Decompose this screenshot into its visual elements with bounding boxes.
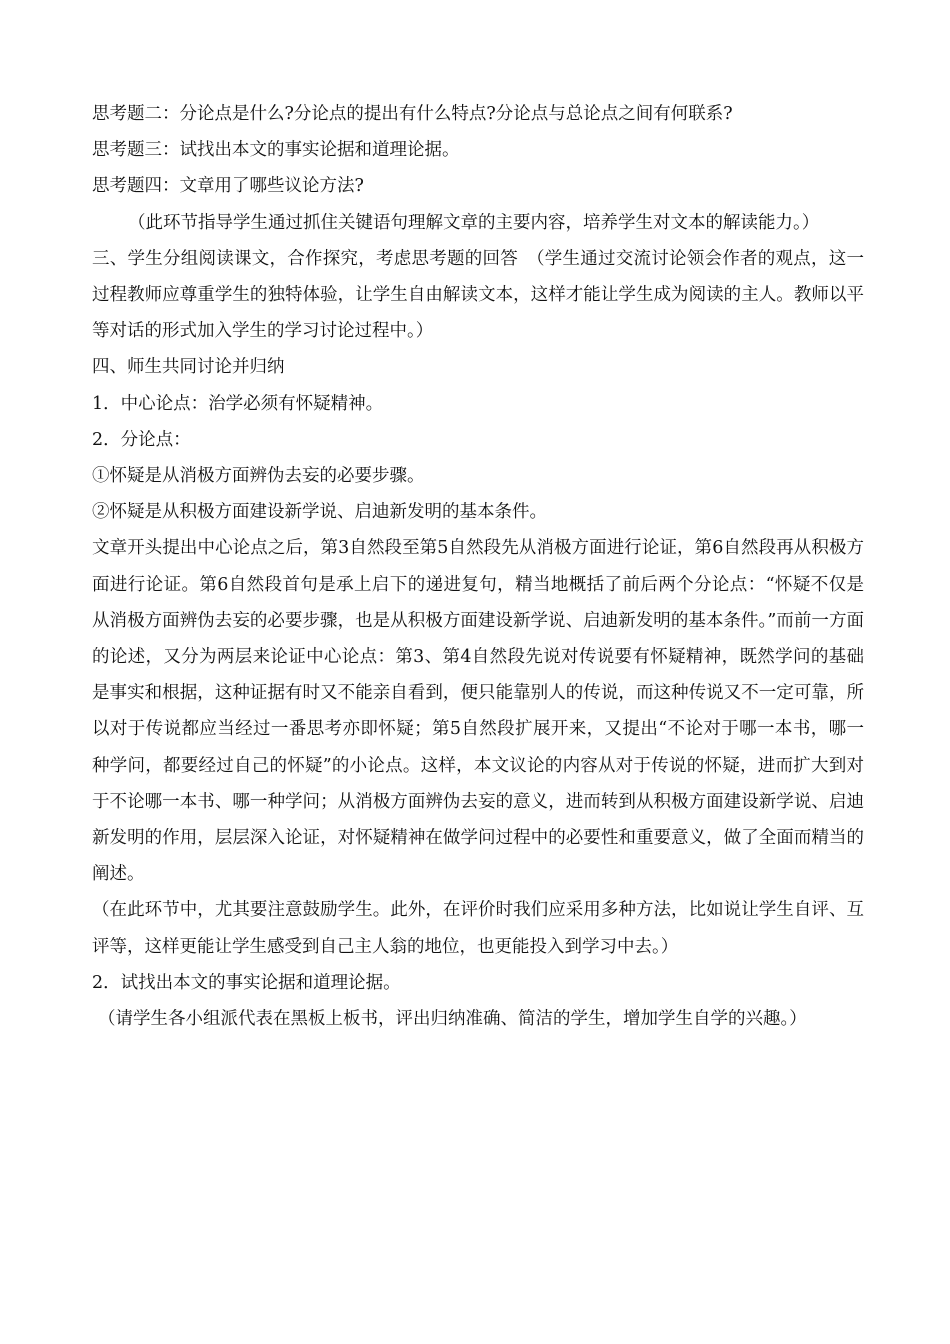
- teaching-note-3: （请学生各小组派代表在黑板上板书，评出归纳准确、简洁的学生，增加学生自学的兴趣。）: [98, 1009, 807, 1030]
- evidence-question: 2．试找出本文的事实论据和道理论据。: [92, 972, 401, 993]
- teaching-note-2: （在此环节中，尤其要注意鼓励学生。此外，在评价时我们应采用多种方法，比如说让学生自评、互评等，这样更能让学生感受到自己主人翁的地位，也更能投入到学习中去。）: [92, 900, 864, 957]
- section-four-heading: 四、师生共同讨论并归纳: [92, 357, 285, 378]
- section-three: 三、学生分组阅读课文，合作探究，考虑思考题的回答 （学生通过交流讨论领会作者的观点，这一过程教师应尊重学生的独特体验，让学生自由解读文本，这样才能让学生成为阅读的主人。教师以平等对话的形式加入学生的学习讨论过程中。）: [92, 248, 864, 342]
- question-two: 思考题二：分论点是什么?分论点的提出有什么特点?分论点与总论点之间有何联系?: [92, 104, 733, 124]
- analysis-paragraph: 文章开头提出中心论点之后，第3自然段至第5自然段先从消极方面进行论证，第6自然段再从积极方面进行论证。第6自然段首句是承上启下的递进复句，精当地概括了前后两个分论点：“怀疑不仅是从消极方面辨伪去妄的必要步骤，也是从积极方面建设新学说、启迪新发明的基本条件。”而前一方面的论述，又分为两层来论证中心论点：第3、第4自然段先说对传说要有怀疑精神，既然学问的基础是事实和根据，这种证据有时又不能亲自看到，便只能靠别人的传说，而这种传说又不一定可靠，所以对于传说都应当经过一番思考亦即怀疑；第5自然段扩展开来，又提出“不论对于哪一本书，哪一种学问，都要经过自己的怀疑”的小论点。这样，本文议论的内容从对于传说的怀疑，进而扩大到对于不论哪一本书、哪一种学问；从消极方面辨伪去妄的意义，进而转到从积极方面建设新学说、启迪新发明的作用，层层深入论证，对怀疑精神在做学问过程中的必要性和重要意义，做了全面而精当的阐述。: [92, 538, 864, 885]
- question-three: 思考题三：试找出本文的事实论据和道理论据。: [92, 140, 460, 161]
- sub-argument-2: ②怀疑是从积极方面建设新学说、启迪新发明的基本条件。: [92, 502, 547, 523]
- question-four: 思考题四：文章用了哪些议论方法?: [92, 176, 364, 197]
- sub-arguments-heading: 2．分论点：: [92, 429, 191, 450]
- document-body: [92, 96, 864, 1037]
- central-argument: 1．中心论点：治学必须有怀疑精神。: [92, 393, 384, 414]
- sub-argument-1: ①怀疑是从消极方面辨伪去妄的必要步骤。: [92, 466, 425, 487]
- teaching-note-1: （此环节指导学生通过抓住关键语句理解文章的主要内容，培养学生对文本的解读能力。）: [128, 212, 820, 233]
